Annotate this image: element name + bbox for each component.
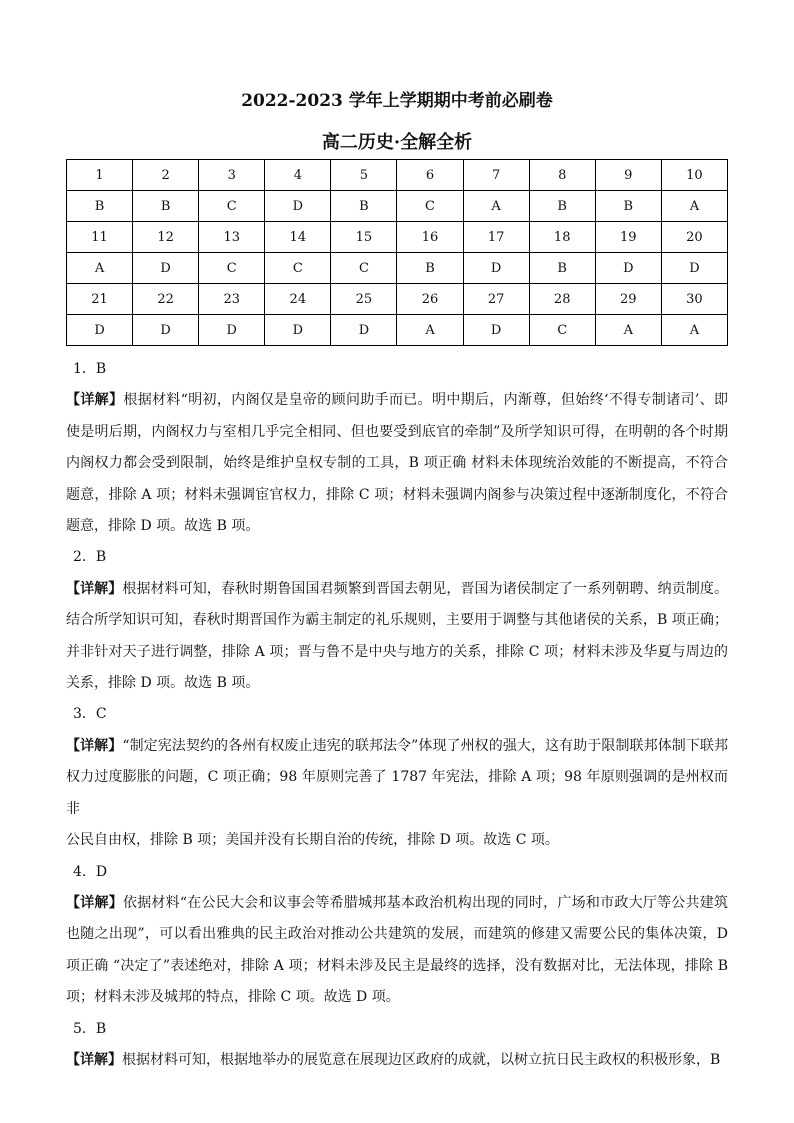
explanation-text: 使是明后期，内阁权力与室相几乎完全相同、但也要受到底官的牵制”及所学知识可得，在明朝的各个时期 (66, 423, 728, 440)
answer-table-cell: 11 (67, 222, 133, 253)
explanation-text: 权力过度膨胀的问题，C 项正确；98 年原则完善了 1787 年宪法，排除 A 项；98 年原则强调的是州权而非 (66, 769, 728, 817)
answer-table-cell: A (661, 191, 727, 222)
answer-table-cell: D (133, 253, 199, 284)
answer-table-cell: 18 (529, 222, 595, 253)
answer-table-number-row (67, 222, 728, 253)
explanation-line (66, 417, 728, 448)
answer-table-cell: A (595, 315, 661, 346)
explanation-line (66, 982, 728, 1013)
answer-table-cell: 8 (529, 160, 595, 191)
answer-table-cell: D (265, 191, 331, 222)
answer-table-cell: 15 (331, 222, 397, 253)
explanation-tag: 【详解】 (66, 392, 124, 409)
explanation-line (66, 731, 728, 762)
answer-table-cell: C (265, 253, 331, 284)
answer-table-cell: D (661, 253, 727, 284)
answer-table-cell: 24 (265, 284, 331, 315)
answer-table-cell: C (331, 253, 397, 284)
explanation-line (66, 637, 728, 668)
answer-table-cell: 13 (199, 222, 265, 253)
explanation-text: 项正确 “决定了”表述绝对，排除 A 项；材料未涉及民主是最终的选择，没有数据对比，无法体现，排除 B (66, 957, 728, 974)
answer-table-cell: D (463, 253, 529, 284)
explanation-text: 结合所学知识可知，春秋时期晋国作为霸主制定的礼乐规则，主要用于调整与其他诸侯的关系，B 项正确； (66, 612, 728, 629)
answer-table-cell: B (529, 191, 595, 222)
answer-table-answer-row (67, 253, 728, 284)
answer-table-cell: B (331, 191, 397, 222)
explanation-tag: 【详解】 (66, 580, 123, 597)
explanation-line (66, 1045, 728, 1076)
answer-table-cell: 4 (265, 160, 331, 191)
answer-table-cell: 7 (463, 160, 529, 191)
answer-table-cell: 29 (595, 284, 661, 315)
document-title: 2022-2023 学年上学期期中考前必刷卷 (241, 91, 553, 111)
answer-table-cell: D (331, 315, 397, 346)
explanation-line (66, 919, 728, 950)
explanation-text: 根据材料可知，根据地举办的展览意在展现边区政府的成就，以树立抗日民主政权的积极形象，B (122, 1051, 721, 1068)
answer-table-cell: 14 (265, 222, 331, 253)
answer-table-cell: D (265, 315, 331, 346)
answer-table-cell: 21 (67, 284, 133, 315)
answer-table-cell: 19 (595, 222, 661, 253)
explanation-line (66, 385, 728, 416)
explanation-text: 题意，排除 A 项；材料未强调宦官权力，排除 C 项；材料未强调内阁参与决策过程中逐渐制度化，不符合 (66, 486, 728, 503)
explanation-line (66, 888, 728, 919)
explanation-line (66, 574, 728, 605)
explanation-line (66, 605, 728, 636)
answer-table-cell: B (595, 191, 661, 222)
explanation-text: 根据材料可知，春秋时期鲁国国君频繁到晋国去朝见，晋国为诸侯制定了一系列朝聘、纳贡制度。 (122, 580, 729, 597)
question-number: 5．B (73, 1020, 107, 1037)
question-number: 4．D (73, 863, 108, 880)
explanation-text: 题意，排除 D 项。故选 B 项。 (66, 518, 260, 535)
explanation-text: 内阁权力都会受到限制，始终是维护皇权专制的工具，B 项正确 材料未体现统治效能的不断提高，不符合 (66, 455, 728, 472)
answer-table-cell: 16 (397, 222, 463, 253)
answer-table-cell: 9 (595, 160, 661, 191)
explanation-tag: 【详解】 (66, 894, 123, 911)
answer-table-number-row (67, 284, 728, 315)
answer-table-cell: 10 (661, 160, 727, 191)
explanation-line (66, 480, 728, 511)
answer-table-cell: 27 (463, 284, 529, 315)
answer-table-cell: A (67, 253, 133, 284)
answer-table-cell: B (529, 253, 595, 284)
answer-table-cell: 2 (133, 160, 199, 191)
explanation-text: 也随之出现”，可以看出雅典的民主政治对推动公共建筑的发展，而建筑的修建又需要公民的集体决策，D (66, 926, 728, 943)
answer-table-cell: 5 (331, 160, 397, 191)
document-subtitle: 高二历史·全解全析 (321, 132, 473, 153)
explanations (66, 354, 728, 1076)
explanation-text: 根据材料“明初，内阁仅是皇帝的顾问助手而已。明中期后，内渐尊，但始终‘不得专制诸司’、即 (123, 392, 728, 409)
answer-table (66, 159, 728, 346)
answer-table-cell: D (199, 315, 265, 346)
answer-table-cell: 6 (397, 160, 463, 191)
explanation-text: 项；材料未涉及城邦的特点，排除 C 项。故选 D 项。 (66, 989, 400, 1006)
answer-table-cell: 30 (661, 284, 727, 315)
question-number: 1．B (73, 361, 107, 377)
answer-table-cell: D (133, 315, 199, 346)
answer-table-cell: B (67, 191, 133, 222)
explanation-text: 关系，排除 D 项。故选 B 项。 (66, 675, 260, 692)
answer-table-cell: B (397, 253, 463, 284)
answer-table-cell: A (397, 315, 463, 346)
answer-table-cell: 20 (661, 222, 727, 253)
answer-table-cell: 26 (397, 284, 463, 315)
answer-table-cell: B (133, 191, 199, 222)
explanation-line (66, 825, 728, 856)
answer-table-cell: C (199, 191, 265, 222)
answer-table-cell: 17 (463, 222, 529, 253)
answer-table-cell: 28 (529, 284, 595, 315)
explanation-line (66, 762, 728, 825)
answer-table-cell: 1 (67, 160, 133, 191)
answer-table-cell: 12 (133, 222, 199, 253)
answer-table-cell: C (199, 253, 265, 284)
explanation-line (66, 668, 728, 699)
answer-table-number-row (67, 160, 728, 191)
explanation-text: 依据材料“在公民大会和议事会等希腊城邦基本政治机构出现的同时，广场和市政大厅等公共建筑 (122, 894, 729, 911)
answer-table-cell: C (397, 191, 463, 222)
explanation-text: 并非针对天子进行调整，排除 A 项；晋与鲁不是中央与地方的关系，排除 C 项；材料未涉及华夏与周边的 (66, 643, 728, 660)
answer-table-answer-row (67, 191, 728, 222)
answer-table-cell: D (595, 253, 661, 284)
explanation-tag: 【详解】 (66, 1051, 122, 1068)
answer-table-cell: 23 (199, 284, 265, 315)
answer-table-answer-row (67, 315, 728, 346)
answer-table-cell: D (463, 315, 529, 346)
answer-table-cell: 25 (331, 284, 397, 315)
explanation-text: “制定宪法契约的各州有权废止违宪的联邦法令”体现了州权的强大，这有助于限制联邦体制下联邦 (122, 737, 729, 754)
answer-table-cell: C (529, 315, 595, 346)
explanation-line (66, 448, 728, 479)
answer-table-cell: 22 (133, 284, 199, 315)
explanation-text: 公民自由权，排除 B 项；美国并没有长期自治的传统，排除 D 项。故选 C 项。 (66, 832, 559, 849)
explanation-tag: 【详解】 (66, 737, 123, 754)
question-number: 3．C (73, 706, 107, 723)
answer-table-cell: A (661, 315, 727, 346)
answer-table-cell: 3 (199, 160, 265, 191)
answer-table-cell: D (67, 315, 133, 346)
answer-table-cell: A (463, 191, 529, 222)
question-number: 2．B (73, 549, 107, 566)
explanation-line (66, 511, 728, 542)
explanation-line (66, 951, 728, 982)
